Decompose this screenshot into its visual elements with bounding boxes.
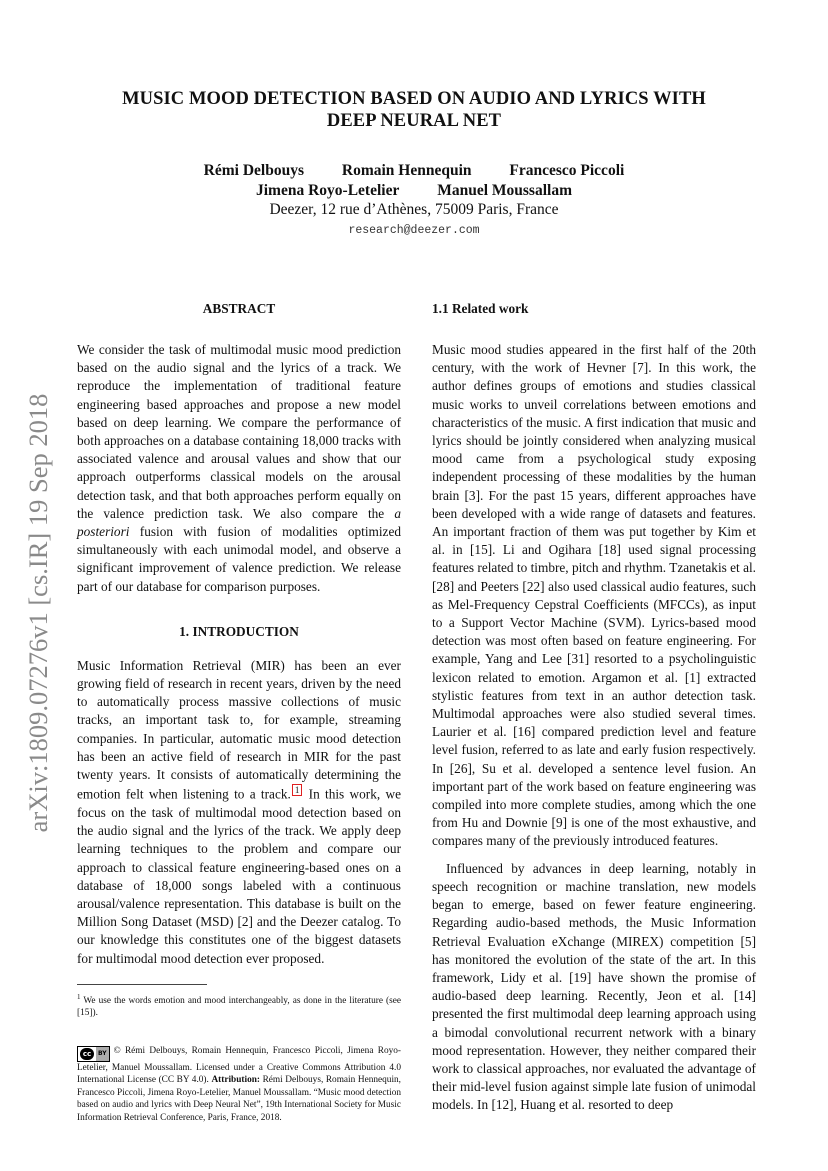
- attribution-label: Attribution:: [211, 1075, 260, 1086]
- title-line-2: DEEP NEURAL NET: [326, 111, 502, 131]
- related-work-heading: 1.1 Related work: [432, 301, 529, 316]
- contact-email[interactable]: research@deezer.com: [348, 224, 480, 237]
- author-name: Romain Hennequin: [341, 162, 472, 179]
- author-name: Manuel Moussallam: [437, 182, 572, 199]
- footnote: $^1$ We use the words emotion and mood interchangeably, as done in the literature (see [15]).: [77, 992, 401, 1018]
- title-line-1: MUSIC MOOD DETECTION BASED ON AUDIO AND LYRICS WITH: [122, 89, 706, 109]
- affiliation: Deezer, 12 rue d’Athènes, 75009 Paris, France: [269, 201, 559, 218]
- author-row-2: [60, 181, 768, 201]
- paper-title: [60, 88, 768, 132]
- abstract-text: We consider the task of multimodal music mood prediction based on the audio signal and the lyrics of a track. We reproduce the implementation of traditional feature engineering based approaches and propose a new model based on deep learning. We compare the performance of both approaches on a database containing 18,000 tracks with associated valence and arousal values and show that our approach outperforms classical models on the arousal detection task, and that both approaches perform equally on the valence prediction task. We also compare the a posteriori fusion with fusion of modalities optimized simultaneously with each unimodal model, and observe a significant improvement of valence prediction. We release part of our database for comparison purposes.: [77, 342, 401, 594]
- footnote-divider: [77, 984, 207, 985]
- author-name: Francesco Piccoli: [509, 162, 625, 179]
- license-notice: cc BY © Rémi Delbouys, Romain Hennequin, Francesco Piccoli, Jimena Royo-Letelier, Manuel Moussallam. Licensed under a Creative Commons Attribution 4.0 International License (CC BY 4.0). Attribution: Rémi Delbouys, Romain Hennequin, Francesco Piccoli, Jimena Royo-Letelier, Manuel Moussallam. “Music mood detection based on audio and lyrics with Deep Neural Net”, 19th International Society for Music Information Retrieval Conference, Paris, France, 2018.: [77, 1045, 401, 1123]
- related-work-paragraph-1: Music mood studies appeared in the first half of the 20th century, with the work of Hevner [7]. In this work, the author defines groups of emotions and studies classical music works to unveil correlations between emotions and characteristics of the music. A first indication that music and lyrics should be jointly considered when analyzing musical mood came from a psychological study exposing independent processing of these modalities by the human brain [3]. For the past 15 years, different approaches have been developed with a wide range of datasets and features. An important fraction of them was put together by Kim et al. in [15]. Li and Ogihara [18] used signal processing features related to timbre, pitch and rhythm. Tzanetakis et al. [28] and Peeters [22] also used classical audio features, such as Mel-Frequency Cepstral Coefficients (MFCCs), as input to a Support Vector Machine (SVM). Lyrics-based mood detection was most often based on feature engineering. For example, Yang and Lee [31] resorted to a psycholinguistic lexicon related to emotion. Argamon et al. [1] extracted stylistic features from text in an author detection task. Multimodal approaches were also studied several times. Laurier et al. [16] compared prediction level and feature level fusion, referred to as late and early fusion respectively. In [26], Su et al. developed a sentence level fusion. An important part of the work based on feature engineering was compiled into more complete studies, among which the one from Hu and Downie [9] is one of the most exhaustive, and compares many of the previously introduced features.: [432, 342, 756, 849]
- author-name: Jimena Royo-Letelier: [256, 182, 400, 199]
- author-list: [60, 161, 768, 201]
- author-name: Rémi Delbouys: [203, 162, 304, 179]
- related-work-paragraph-2: Influenced by advances in deep learning, notably in speech recognition or machine translation, new models began to emerge, based on fewer feature engineering. Regarding audio-based methods, the Music Information Retrieval Evaluation eXchange (MIREX) competition [5] has monitored the evolution of the state of the art. In this framework, Lidy et al. [19] have shown the promise of audio-based deep learning. Recently, Jeon et al. [14] presented the first multimodal deep learning approach using a bimodal convolutional recurrent network with a binary mood representation. However, they neither compared their work to classical approaches, nor evaluated the advantage of their mid-level fusion against simple late fusion of unimodal models. In [12], Huang et al. resorted to deep: [432, 860, 756, 1113]
- author-row-1: [60, 161, 768, 181]
- right-column: [432, 300, 756, 1115]
- cc-by-icon: cc BY: [77, 1046, 110, 1062]
- left-column: [77, 300, 401, 1124]
- introduction-text: Music Information Retrieval (MIR) has been an ever growing field of research in recent years, driven by the need to automatically process massive collections of music tracks, an important task to, for example, streaming companies. In particular, automatic music mood detection has been an active field of research in MIR for the past twenty years. It consists of automatically determining the emotion felt when listening to a track. 1 In this work, we focus on the task of multimodal mood detection based on the audio signal and the lyrics of the track. We apply deep learning techniques to the problem and compare our approach to classical feature engineering-based ones on a database of 18,000 songs labeled with a continuous arousal/valence representation. This database is built on the Million Song Dataset (MSD) [2] and the Deezer catalog. To our knowledge this constitutes one of the biggest datasets for multimodal mood detection ever proposed.: [77, 657, 401, 966]
- arxiv-stamp: arXiv:1809.07276v1 [cs.IR] 19 Sep 2018: [23, 393, 53, 833]
- abstract-heading: ABSTRACT: [202, 301, 276, 316]
- introduction-heading: 1. INTRODUCTION: [179, 623, 299, 639]
- abstract-italic: a posteriori: [77, 505, 401, 540]
- footnote-link[interactable]: 1: [292, 784, 303, 796]
